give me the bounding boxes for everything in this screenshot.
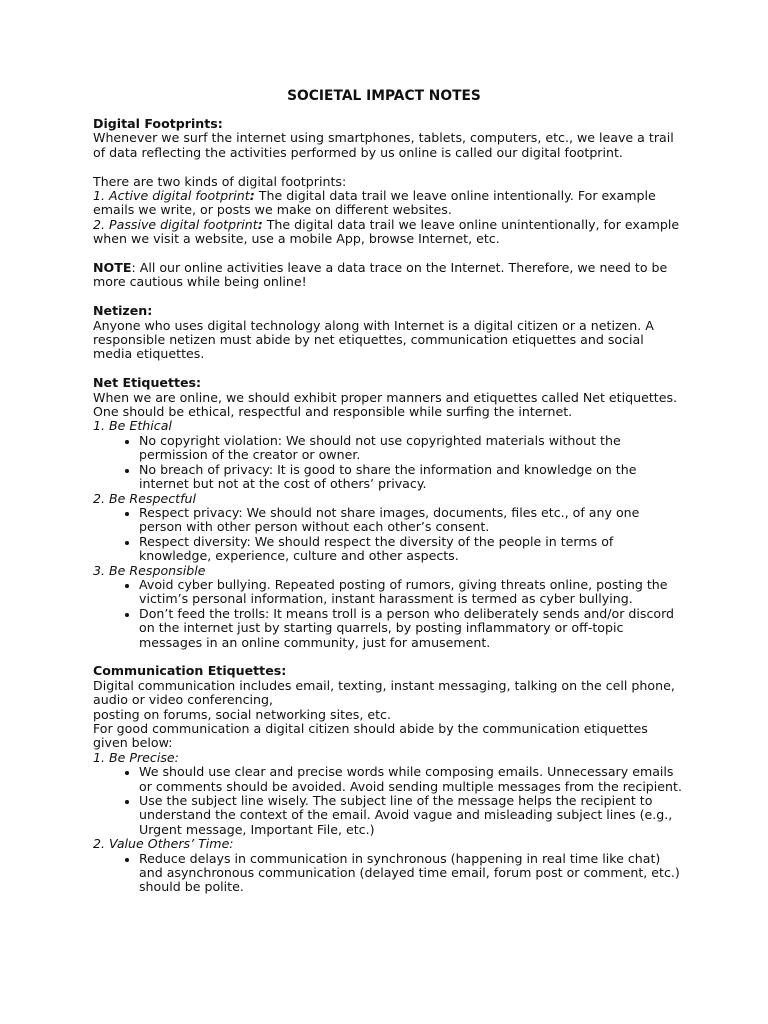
section-heading-digital-footprints: Digital Footprints: — [93, 116, 223, 131]
list-be-respectful — [93, 506, 683, 564]
note-label: NOTE — [93, 260, 132, 276]
active-footprint-colon: : — [249, 188, 255, 204]
active-footprint-text: The digital data trail we leave online intentionally. For example emails we write, or posts we make on different websites. — [93, 188, 656, 218]
netizen-text: Anyone who uses digital technology along with Internet is a digital citizen or a netizen. A responsible netizen must abide by net etiquettes, communication etiquettes and social media etiquettes. — [93, 317, 654, 362]
passive-footprint-label: 2. Passive digital footprint — [93, 216, 258, 232]
subheading-be-precise: 1. Be Precise: — [93, 749, 179, 765]
communication-intro-line-3: For good communication a digital citizen should abide by the communication etiquettes given below: — [93, 720, 648, 751]
note-paragraph — [93, 261, 683, 290]
subheading-be-ethical: 1. Be Ethical — [93, 418, 172, 434]
list-item: • No breach of privacy: It is good to share the information and knowledge on the internet but not at the cost of others’ privacy. — [139, 463, 683, 492]
subheading-be-responsible: 3. Be Responsible — [93, 562, 206, 578]
subheading-be-respectful: 2. Be Respectful — [93, 490, 196, 506]
section-heading-netizen: Netizen: — [93, 303, 153, 319]
list-value-others-time — [93, 852, 683, 895]
list-item: • Don’t feed the trolls: It means troll is a person who deliberately sends and/or discord on the internet just by starting quarrels, by posting inflammatory or off-topic messages in an online community, just for amusement. — [139, 607, 683, 650]
section-heading-communication-etiquettes: Communication Etiquettes: — [93, 663, 287, 679]
list-item: • We should use clear and precise words while composing emails. Unnecessary emails or comments should be avoided. Avoid sending multiple messages from the recipient. — [139, 765, 683, 794]
list-be-ethical — [93, 434, 683, 492]
page-title: SOCIETAL IMPACT NOTES — [287, 88, 481, 104]
section-heading-net-etiquettes: Net Etiquettes: — [93, 375, 202, 391]
list-item: • Reduce delays in communication in synchronous (happening in real time like chat) and asynchronous communication (delayed time email, forum post or comment, etc.) should be polite. — [139, 852, 683, 895]
passive-footprint — [93, 218, 683, 247]
communication-intro-line-1: Digital communication includes email, texting, instant messaging, talking on the cell phone, audio or video conferencing, — [93, 677, 675, 708]
footprint-kinds-intro: There are two kinds of digital footprints: — [93, 173, 347, 189]
subheading-value-others-time: 2. Value Others’ Time: — [93, 836, 234, 852]
list-item: • No copyright violation: We should not use copyrighted materials without the permission of the creator or owner. — [139, 434, 683, 463]
active-footprint — [93, 189, 683, 218]
communication-intro-line-2: posting on forums, social networking sites, etc. — [93, 706, 391, 722]
list-item: • Respect diversity: We should respect the diversity of the people in terms of knowledge, experience, culture and other aspects. — [139, 535, 683, 564]
list-be-precise — [93, 765, 683, 837]
passive-footprint-colon: : — [257, 216, 263, 232]
list-item: • Avoid cyber bullying. Repeated posting of rumors, giving threats online, posting the victim’s personal information, instant harassment is termed as cyber bullying. — [139, 578, 683, 607]
list-item: • Respect privacy: We should not share images, documents, files etc., of any one person with other person without each other’s consent. — [139, 506, 683, 535]
passive-footprint-text: The digital data trail we leave online unintentionally, for example when we visit a website, use a mobile App, browse Internet, etc. — [93, 216, 680, 247]
note-text: : All our online activities leave a data trace on the Internet. Therefore, we need to be more cautious while being online! — [93, 260, 668, 290]
list-item: • Use the subject line wisely. The subject line of the message helps the recipient to understand the context of the email. Avoid vague and misleading subject lines (e.g., Urgent message, Important File, etc.) — [139, 794, 683, 837]
document-body — [93, 117, 683, 895]
net-etiquettes-intro: When we are online, we should exhibit proper manners and etiquettes called Net etiquettes. One should be ethical, respectful and responsible while surfing the internet. — [93, 389, 678, 420]
digital-footprints-intro: Whenever we surf the internet using smartphones, tablets, computers, etc., we leave a trail of data reflecting the activities performed by us online is called our digital footprint. — [93, 130, 674, 160]
active-footprint-label: 1. Active digital footprint — [93, 188, 250, 204]
list-be-responsible — [93, 578, 683, 650]
